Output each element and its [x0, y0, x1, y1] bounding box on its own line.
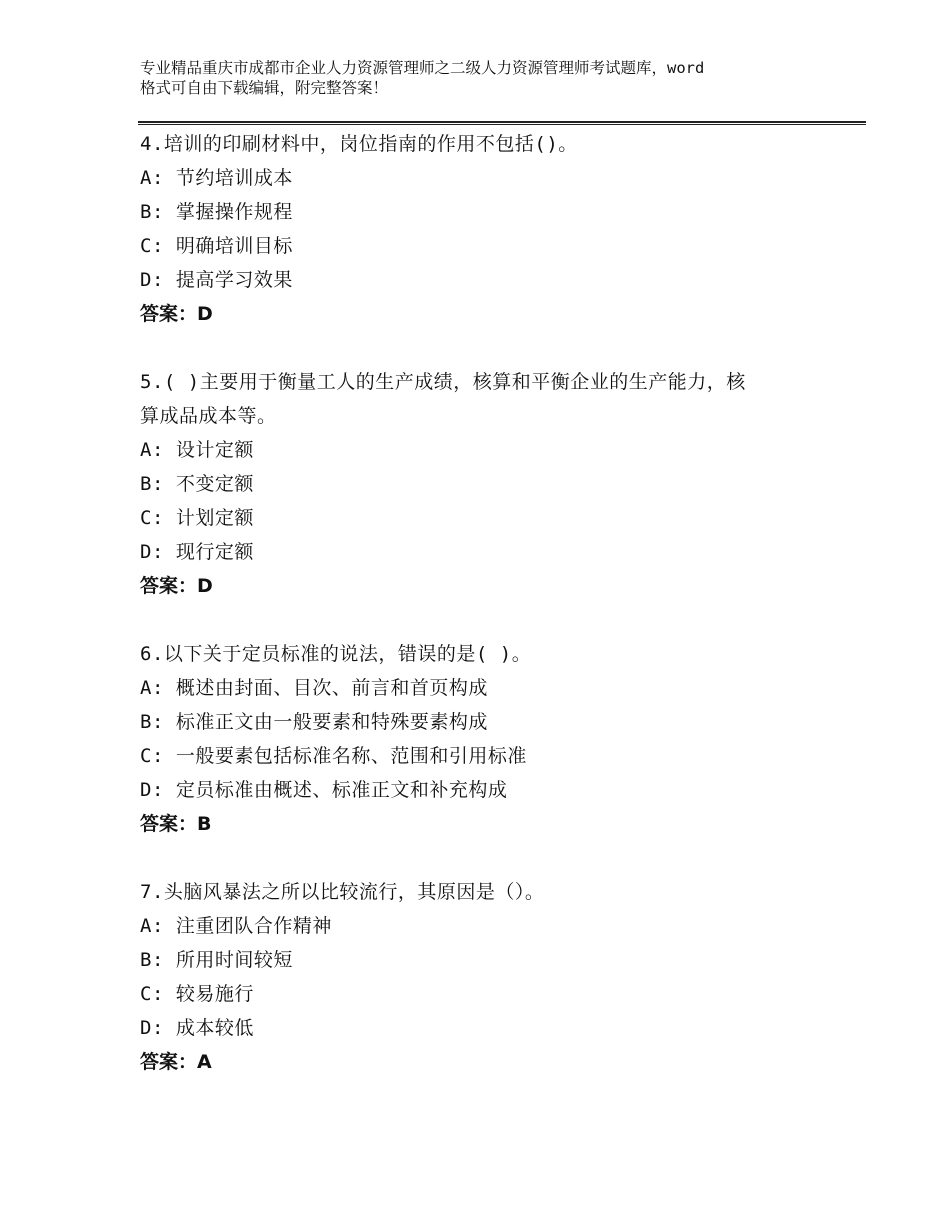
- option-d: D: 提高学习效果: [140, 269, 293, 291]
- question-text-continued: 算成品成本等。: [140, 405, 277, 427]
- answer: 答案：A: [140, 1051, 212, 1073]
- option-d: D: 定员标准由概述、标准正文和补充构成: [140, 779, 508, 801]
- question-6: [140, 637, 840, 841]
- question-5: [140, 365, 840, 603]
- answer: 答案：B: [140, 813, 212, 835]
- option-c: C: 计划定额: [140, 507, 254, 529]
- spacer: [140, 603, 840, 637]
- option-b: B: 不变定额: [140, 473, 254, 495]
- question-text: 6.以下关于定员标准的说法，错误的是( )。: [140, 643, 532, 665]
- option-c: C: 较易施行: [140, 983, 254, 1005]
- header-divider-thin: [138, 124, 866, 125]
- option-c: C: 明确培训目标: [140, 235, 293, 257]
- answer: 答案：D: [140, 575, 213, 597]
- option-a: A: 概述由封面、目次、前言和首页构成: [140, 677, 488, 699]
- header-divider-thick: [138, 121, 866, 123]
- question-text: 7.头脑风暴法之所以比较流行，其原因是（）。: [140, 881, 545, 903]
- option-b: B: 掌握操作规程: [140, 201, 293, 223]
- answer: 答案：D: [140, 303, 213, 325]
- header-line-2: 格式可自由下载编辑，附完整答案！: [140, 79, 389, 97]
- document-header: [140, 58, 830, 98]
- spacer: [140, 331, 840, 365]
- question-4: [140, 127, 840, 331]
- option-b: B: 标准正文由一般要素和特殊要素构成: [140, 711, 488, 733]
- question-text: 4.培训的印刷材料中，岗位指南的作用不包括()。: [140, 133, 578, 155]
- question-7: [140, 875, 840, 1079]
- spacer: [140, 841, 840, 875]
- option-a: A: 注重团队合作精神: [140, 915, 332, 937]
- option-d: D: 现行定额: [140, 541, 254, 563]
- option-a: A: 节约培训成本: [140, 167, 293, 189]
- question-text: 5.( )主要用于衡量工人的生产成绩，核算和平衡企业的生产能力，核: [140, 371, 746, 393]
- option-b: B: 所用时间较短: [140, 949, 293, 971]
- header-line-1: 专业精品重庆市成都市企业人力资源管理师之二级人力资源管理师考试题库，word: [140, 59, 705, 77]
- option-c: C: 一般要素包括标准名称、范围和引用标准: [140, 745, 527, 767]
- question-list: [140, 127, 840, 1079]
- option-d: D: 成本较低: [140, 1017, 254, 1039]
- option-a: A: 设计定额: [140, 439, 254, 461]
